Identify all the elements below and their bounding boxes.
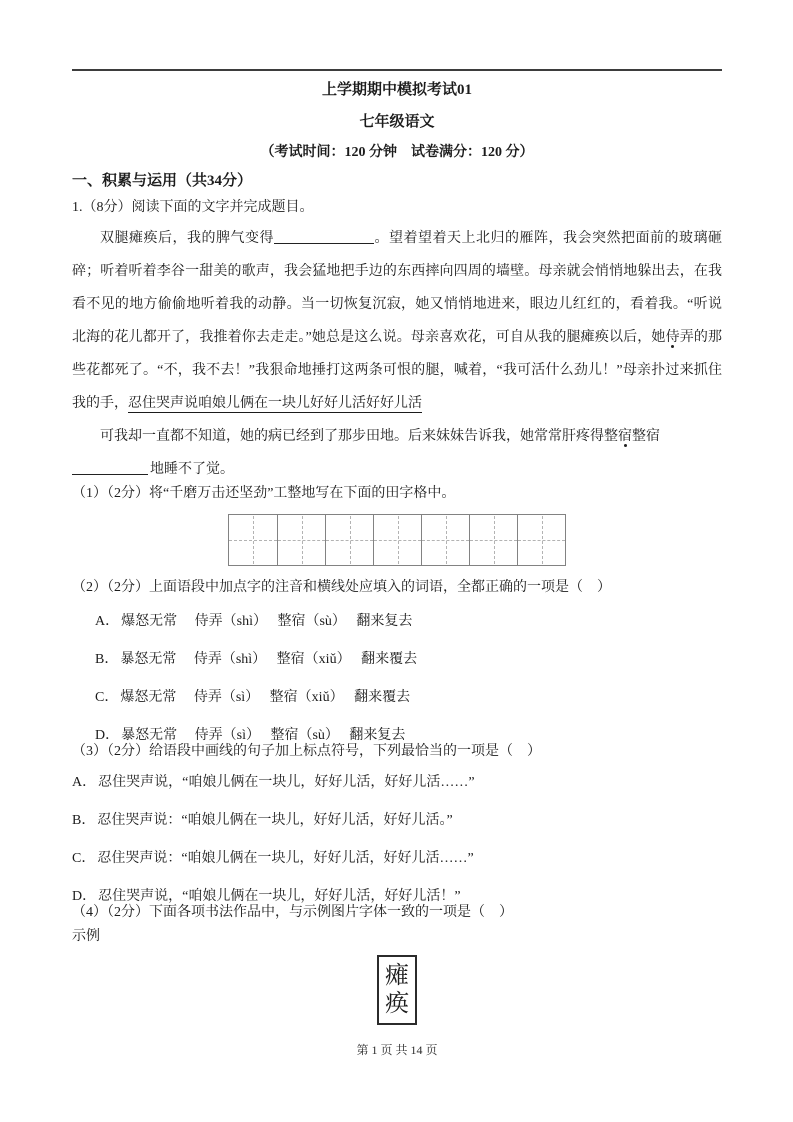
exam-info: （考试时间：120 分钟 试卷满分：120 分） bbox=[260, 145, 534, 160]
tianzige-grid-wrap bbox=[72, 514, 722, 566]
sub-question-3-stem: （3）（2分）给语段中画线的句子加上标点符号，下列最恰当的一项是（ ） bbox=[72, 744, 541, 759]
section-heading: 一、积累与运用（共34分） bbox=[72, 173, 253, 189]
tianzige-cell bbox=[325, 515, 373, 565]
passage-text: 地睡不了觉。 bbox=[150, 462, 234, 477]
tianzige-cell bbox=[517, 515, 565, 565]
underlined-sentence: 忍住哭声说咱娘儿俩在一块儿好好儿活好好儿活 bbox=[128, 396, 422, 411]
option-text: 忍住哭声说：“咱娘儿俩在一块儿，好好儿活，好好儿活。” bbox=[97, 813, 453, 828]
passage-text: 整宿 bbox=[632, 429, 660, 444]
fill-in-blank-2 bbox=[72, 459, 148, 475]
option-row bbox=[95, 728, 722, 744]
option-label: C． bbox=[95, 690, 119, 705]
calligraphy-example-box bbox=[377, 955, 417, 1025]
option-text: 忍住哭声说：“咱娘儿俩在一块儿，好好儿活，好好儿活……” bbox=[97, 851, 474, 866]
option-row bbox=[95, 652, 722, 668]
option-label: B． bbox=[95, 652, 119, 667]
option-label: D． bbox=[72, 889, 97, 904]
sub-question-1-stem: （1）（2分）将“千磨万击还坚劲”工整地写在下面的田字格中。 bbox=[72, 486, 456, 501]
subject-title: 七年级语文 bbox=[359, 114, 435, 130]
tianzige-cell bbox=[229, 515, 277, 565]
dotted-char-su: 宿 bbox=[618, 429, 632, 444]
option-text: 爆怒无常 侍弄（shì） 整宿（sù） 翻来复去 bbox=[121, 614, 413, 629]
passage-paragraph-2-line-1 bbox=[72, 420, 722, 453]
passage-text: 。望着望着天上北归的雁阵，我会突然把面前的玻璃砸碎；听着听着李谷一甜美的歌声，我会猛地把手边的东西摔向四周的墙壁。母亲就会悄悄地躲出去，在我看不见的地方偷偷地听着我的动静。当一切恢复沉寂，她又悄悄地进来，眼边儿红红的，看着我。“听说北海的花儿都开了，我推着你去走走。”她总是这么说。母亲喜欢花，可自从我的腿瘫痪以后，她 bbox=[72, 231, 722, 345]
option-row bbox=[72, 813, 722, 829]
page-number-footer: 第 1 页 共 14 页 bbox=[356, 1043, 438, 1057]
passage-text: 双腿瘫痪后，我的脾气变得 bbox=[100, 231, 274, 246]
option-text: 暴怒无常 侍弄（sì） 整宿（sù） 翻来复去 bbox=[121, 728, 406, 743]
option-row bbox=[95, 614, 722, 630]
option-label: D． bbox=[95, 728, 120, 743]
question-1-stem: 1.（8分）阅读下面的文字并完成题目。 bbox=[72, 200, 314, 215]
tianzige-cell bbox=[421, 515, 469, 565]
option-text: 忍住哭声说，“咱娘儿俩在一块儿，好好儿活，好好儿活……” bbox=[98, 775, 475, 790]
option-row bbox=[72, 889, 722, 905]
dotted-char-shi: 侍 bbox=[665, 330, 680, 345]
passage-text: 可我却一直都不知道，她的病已经到了那步田地。后来妹妹告诉我，她常常肝疼得整 bbox=[100, 429, 618, 444]
option-label: C． bbox=[72, 851, 96, 866]
passage-paragraph-1 bbox=[72, 222, 722, 420]
sub-question-2-options bbox=[72, 614, 722, 744]
example-char-tan: 瘫 bbox=[385, 963, 409, 989]
option-row bbox=[72, 851, 722, 867]
fill-in-blank-1 bbox=[274, 228, 374, 244]
tianzige-cell bbox=[373, 515, 421, 565]
option-text: 忍住哭声说，“咱娘儿俩在一块儿，好好儿活，好好儿活！” bbox=[98, 889, 461, 904]
page-header-rule bbox=[72, 69, 722, 71]
tianzige-cell bbox=[277, 515, 325, 565]
tianzige-grid bbox=[228, 514, 566, 566]
option-label: A． bbox=[72, 775, 97, 790]
sub-question-4-stem: （4）（2分）下面各项书法作品中，与示例图片字体一致的一项是（ ） bbox=[72, 905, 513, 920]
calligraphy-example-wrap bbox=[72, 955, 722, 1025]
option-row bbox=[95, 690, 722, 706]
option-text: 暴怒无常 侍弄（shì） 整宿（xiǔ） 翻来覆去 bbox=[120, 652, 418, 667]
example-char-huan: 痪 bbox=[385, 991, 409, 1017]
tianzige-cell bbox=[469, 515, 517, 565]
example-label: 示例 bbox=[72, 929, 100, 944]
passage-paragraph-2-line-2 bbox=[72, 453, 722, 486]
option-text: 爆怒无常 侍弄（sì） 整宿（xiǔ） 翻来覆去 bbox=[120, 690, 411, 705]
sub-question-3-options bbox=[72, 775, 722, 905]
option-row bbox=[72, 775, 722, 791]
passage-text: 弄的那些花都死了。“不，我不去！”我狠命地捶打这两条可恨的腿，喊着，“我可活什么劲儿！”母亲扑过来抓住我的手， bbox=[72, 330, 723, 411]
option-label: B． bbox=[72, 813, 96, 828]
option-label: A． bbox=[95, 614, 120, 629]
sub-question-2-stem: （2）（2分）上面语段中加点字的注音和横线处应填入的词语，全都正确的一项是（ ） bbox=[72, 580, 611, 595]
exam-title: 上学期期中模拟考试01 bbox=[321, 82, 472, 98]
